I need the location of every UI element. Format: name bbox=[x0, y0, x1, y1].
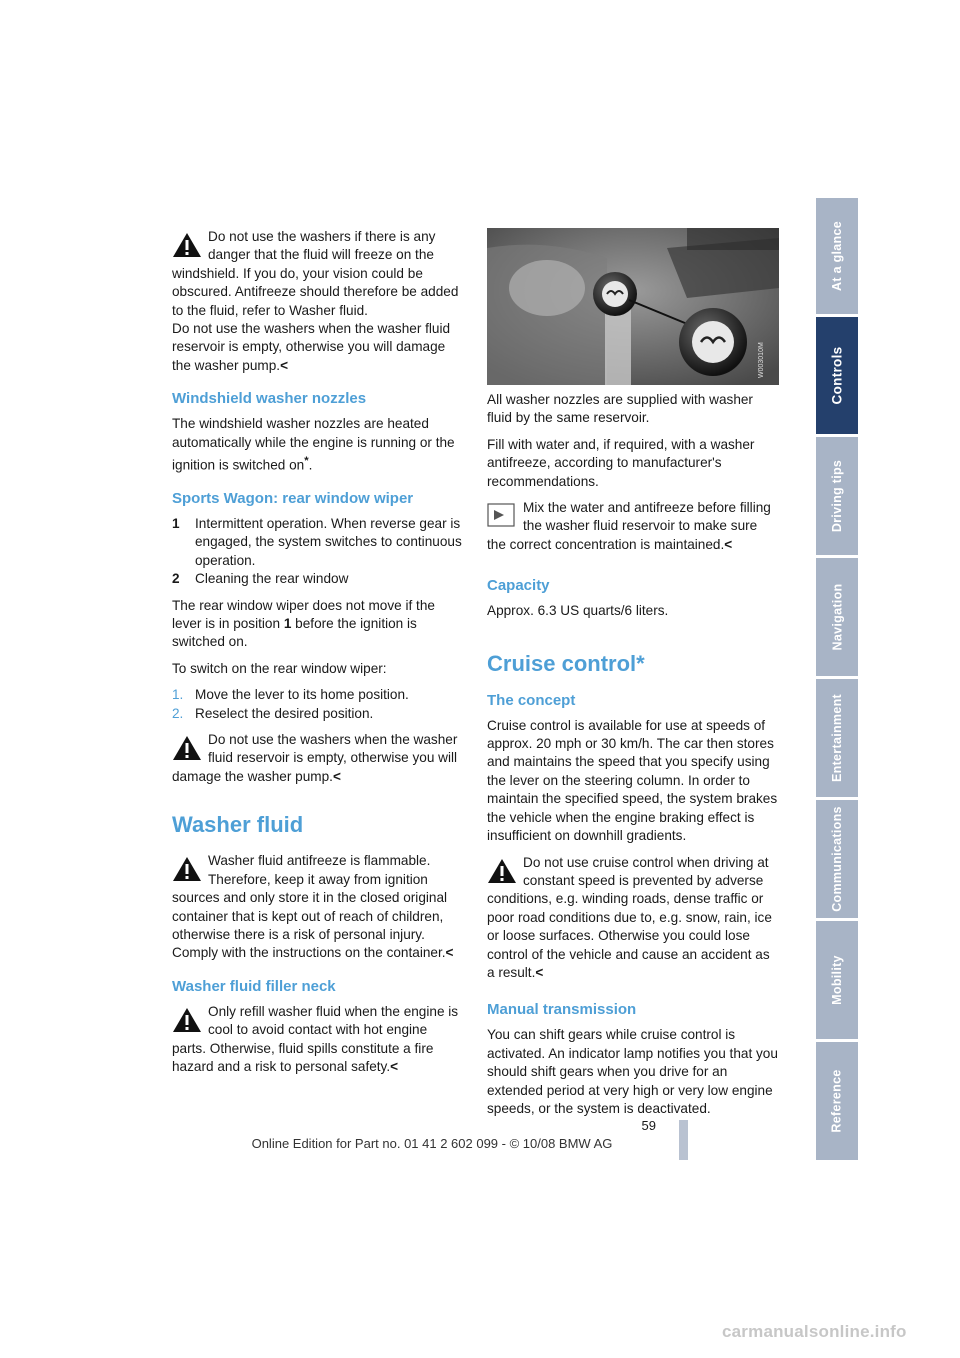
warning-triangle-icon bbox=[172, 735, 202, 761]
right-column bbox=[487, 228, 779, 1126]
warning-text: Do not use the washers when the washer fluid reservoir is empty, otherwise you will damage the washer pump. bbox=[172, 732, 458, 784]
end-mark: < bbox=[724, 536, 733, 552]
paragraph-nozzles: The windshield washer nozzles are heated automatically while the engine is running or the ignition is switched on*. bbox=[172, 416, 455, 473]
warning-text: Do not use cruise control when driving at constant speed is prevented by adverse conditions, e.g. winding roads, dense traffic or poor road conditions due to, e.g. snow, rain, ice or loose surfaces. Otherwise you could lose control of the vehicle and cause an accident as a result. bbox=[487, 854, 772, 980]
footer-edition: Online Edition for Part no. 01 41 2 602 099 - © 10/08 BMW AG bbox=[251, 1136, 613, 1151]
chapter-sidebar bbox=[816, 198, 858, 1160]
warning-flammable bbox=[172, 852, 464, 962]
heading-washer-nozzles: Windshield washer nozzles bbox=[172, 390, 367, 408]
warning-triangle-icon bbox=[172, 232, 202, 258]
note-text: Mix the water and antifreeze before filling the washer fluid reservoir to make sure the correct concentration is maintained. bbox=[487, 500, 771, 552]
warning-text: Do not use the washers when the washer fluid reservoir is empty, otherwise you will damage the washer pump. bbox=[172, 321, 451, 373]
warning-washer-freeze bbox=[172, 228, 464, 375]
tab-navigation[interactable]: Navigation bbox=[816, 558, 858, 676]
end-mark: < bbox=[535, 964, 544, 980]
list-item: 1 Intermittent operation. When reverse gear is engaged, the system switches to continuous operation. bbox=[172, 516, 462, 568]
heading-washer-fluid: Washer fluid bbox=[172, 812, 304, 838]
warning-text: Washer fluid antifreeze is flammable. Therefore, keep it away from ignition sources and only store it in the closed original container that is kept out of reach of children, otherwise there is a risk of personal injury. Comply with the instructions on the container. bbox=[172, 853, 448, 961]
steps-list bbox=[172, 686, 464, 723]
tab-communications[interactable]: Communications bbox=[816, 800, 858, 918]
svg-text:W003010M: W003010M bbox=[758, 342, 765, 378]
tab-entertainment[interactable]: Entertainment bbox=[816, 679, 858, 797]
end-mark: < bbox=[445, 945, 454, 961]
end-mark: < bbox=[390, 1058, 399, 1074]
heading-concept: The concept bbox=[487, 691, 576, 709]
tab-at-a-glance[interactable]: At a glance bbox=[816, 198, 858, 314]
heading-filler-neck: Washer fluid filler neck bbox=[172, 977, 336, 995]
paragraph-nozzles-reservoir: All washer nozzles are supplied with washer fluid by the same reservoir. bbox=[487, 392, 753, 426]
wiper-positions-list bbox=[172, 515, 464, 589]
heading-cruise-control: Cruise control* bbox=[487, 650, 645, 676]
warning-triangle-icon bbox=[487, 858, 517, 884]
warning-text: Do not use the washers if there is any danger that the fluid will freeze on the windshield. If you do, your vision could be obscured. Antifreeze should therefore be added to the fluid, refer to Washer fluid. bbox=[172, 229, 459, 318]
end-mark: < bbox=[280, 357, 289, 373]
warning-empty-reservoir bbox=[172, 731, 464, 786]
watermark: carmanualsonline.info bbox=[722, 1322, 907, 1341]
heading-rear-wiper: Sports Wagon: rear window wiper bbox=[172, 490, 414, 507]
paragraph-concept: Cruise control is available for use at speeds of approx. 20 mph or 30 km/h. The car then stores and maintains the speed that you specify using the lever on the steering column. In order to maintain the specified speed, the system brakes the vehicle when the engine braking effect is insufficient on downhill gradients. bbox=[487, 717, 778, 844]
heading-capacity: Capacity bbox=[487, 577, 550, 595]
washer-reservoir-photo bbox=[487, 228, 779, 385]
warning-triangle-icon bbox=[172, 856, 202, 882]
paragraph-switch-on: To switch on the rear window wiper: bbox=[172, 660, 387, 676]
warning-refill-cool bbox=[172, 1003, 464, 1077]
paragraph-wiper-position: The rear window wiper does not move if the lever is in position 1 before the ignition is switched on. bbox=[172, 597, 435, 650]
end-mark: < bbox=[332, 768, 341, 784]
left-column bbox=[172, 228, 464, 1084]
note-mix-antifreeze bbox=[487, 499, 779, 554]
tab-driving-tips[interactable]: Driving tips bbox=[816, 437, 858, 555]
paragraph-fill: Fill with water and, if required, with a washer antifreeze, according to manufacturer's recommendations. bbox=[487, 436, 755, 489]
tab-mobility[interactable]: Mobility bbox=[816, 921, 858, 1039]
paragraph-capacity: Approx. 6.3 US quarts/6 liters. bbox=[487, 603, 669, 619]
list-item: 1. Move the lever to its home position. bbox=[172, 687, 409, 703]
warning-triangle-icon bbox=[172, 1007, 202, 1033]
list-item: 2. Reselect the desired position. bbox=[172, 705, 374, 721]
page-number: 59 bbox=[641, 1118, 656, 1133]
warning-text: Only refill washer fluid when the engine is cool to avoid contact with hot engine parts. Otherwise, fluid spills constitute a fire hazard and a risk to personal safety. bbox=[172, 1003, 459, 1074]
paragraph-manual: You can shift gears while cruise control is activated. An indicator lamp notifies you that you should shift gears when you drive for an extended period at very high or very low engine speeds, or the system is deactivated. bbox=[487, 1027, 778, 1116]
note-arrow-icon bbox=[487, 503, 515, 527]
tab-reference[interactable]: Reference bbox=[816, 1042, 858, 1160]
tab-controls[interactable]: Controls bbox=[816, 317, 858, 434]
warning-cruise-conditions bbox=[487, 854, 779, 983]
heading-manual-transmission: Manual transmission bbox=[487, 1001, 637, 1019]
list-item: 2 Cleaning the rear window bbox=[172, 571, 349, 587]
